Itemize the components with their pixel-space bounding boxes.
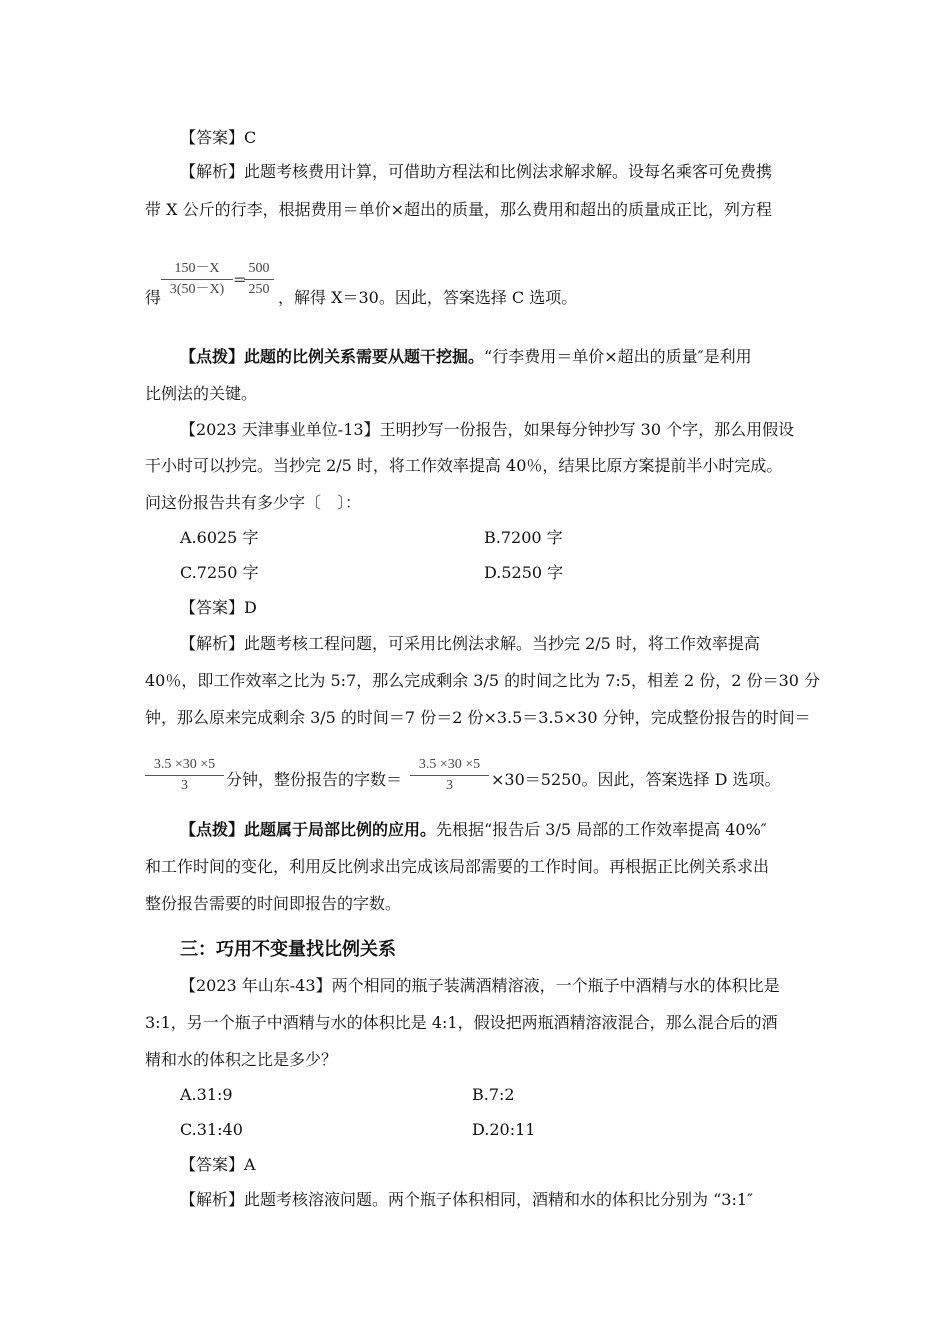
q2-option-d: D.5250 字	[484, 563, 564, 582]
q2-analysis-line1: 【解析】此题考核工程问题，可采用比例法求解。当抄完 2/5 时，将工作效率提高	[180, 634, 760, 653]
q2-mid-text: 分钟，整份报告的字数＝	[226, 770, 403, 789]
q3-option-d: D.20:11	[472, 1120, 536, 1139]
fraction-denominator: 3	[446, 778, 453, 793]
tip-label: 【点拨】此题属于局部比例的应用。	[180, 820, 437, 839]
q3-option-c: C.31:40	[180, 1120, 243, 1139]
q3-stem-line1: 【2023 年山东-43】两个相同的瓶子装满酒精溶液，一个瓶子中酒精与水的体积比是	[180, 976, 780, 995]
q3-option-a: A.31:9	[180, 1085, 233, 1104]
fraction-denominator: 3(50－X)	[169, 282, 225, 297]
q3-stem-line3: 精和水的体积之比是多少？	[145, 1050, 338, 1069]
q1-equation-equals: =	[233, 270, 247, 289]
q2-analysis-line2: 40％，即工作效率之比为 5:7，那么完成剩余 3/5 的时间之比为 7:5，相差 2 份，2 份＝30 分	[145, 671, 821, 690]
q2-words-fraction	[410, 756, 489, 795]
q1-equation-right-fraction	[244, 260, 274, 299]
fraction-numerator: 3.5 ×30 ×5	[410, 756, 489, 776]
q3-stem-line2: 3:1，另一个瓶子中酒精与水的体积比是 4:1，假设把两瓶酒精溶液混合，那么混合后的酒	[145, 1013, 778, 1032]
q1-answer: 【答案】C	[180, 128, 257, 147]
q1-analysis-line1: 【解析】此题考核费用计算，可借助方程法和比例法求解求解。设每名乘客可免费携	[180, 162, 773, 181]
q3-answer: 【答案】A	[180, 1155, 256, 1174]
q2-option-a: A.6025 字	[180, 528, 259, 547]
q3-option-b: B.7:2	[472, 1085, 515, 1104]
q2-end-text: ×30＝5250。因此，答案选择 D 选项。	[491, 770, 781, 789]
q2-tip-line3: 整份报告需要的时间即报告的字数。	[145, 894, 402, 913]
fraction-numerator: 150－X	[161, 260, 233, 280]
q1-tip-line2: 比例法的关键。	[145, 384, 258, 403]
fraction-denominator: 3	[181, 778, 188, 793]
q2-option-c: C.7250 字	[180, 563, 259, 582]
q2-analysis-line3: 钟，那么原来完成剩余 3/5 的时间＝7 份＝2 份×3.5＝3.5×30 分钟，完成整份报告的时间＝	[145, 708, 811, 727]
fraction-numerator: 500	[244, 260, 274, 280]
fraction-numerator: 3.5 ×30 ×5	[145, 756, 224, 776]
q2-time-fraction	[145, 756, 224, 795]
q1-equation-result: ，解得 X＝30。因此，答案选择 C 选项。	[278, 288, 578, 307]
q1-analysis-line2: 带 X 公斤的行李，根据费用＝单价×超出的质量，那么费用和超出的质量成正比，列方程	[145, 200, 772, 219]
q1-equation-left-fraction	[161, 260, 233, 299]
tip-text: “行李费用＝单价×超出的质量″是利用	[484, 347, 752, 366]
q2-stem-line2: 干小时可以抄完。当抄完 2/5 时，将工作效率提高 40％，结果比原方案提前半小时完成。	[145, 456, 783, 475]
q1-equation-prefix: 得	[145, 288, 162, 307]
fraction-denominator: 250	[248, 282, 270, 297]
q1-tip	[180, 347, 752, 367]
q2-stem-line1: 【2023 天津事业单位-13】王明抄写一份报告，如果每分钟抄写 30 个字，那么用假设	[180, 420, 795, 439]
q2-stem-line3: 问这份报告共有多少字〔 〕：	[145, 493, 362, 512]
tip-label: 【点拨】此题的比例关系需要从题干挖掘。	[180, 347, 485, 366]
q3-analysis-line1: 【解析】此题考核溶液问题。两个瓶子体积相同，酒精和水的体积比分别为 “3:1″	[180, 1190, 753, 1209]
section-heading: 三：巧用不变量找比例关系	[180, 939, 396, 960]
q2-tip	[180, 820, 767, 840]
q2-option-b: B.7200 字	[484, 528, 563, 547]
q2-tip-line2: 和工作时间的变化，利用反比例求出完成该局部需要的工作时间。再根据正比例关系求出	[145, 857, 770, 876]
q2-answer: 【答案】D	[180, 598, 257, 617]
tip-text: 先根据“报告后 3/5 局部的工作效率提高 40%″	[436, 820, 767, 839]
